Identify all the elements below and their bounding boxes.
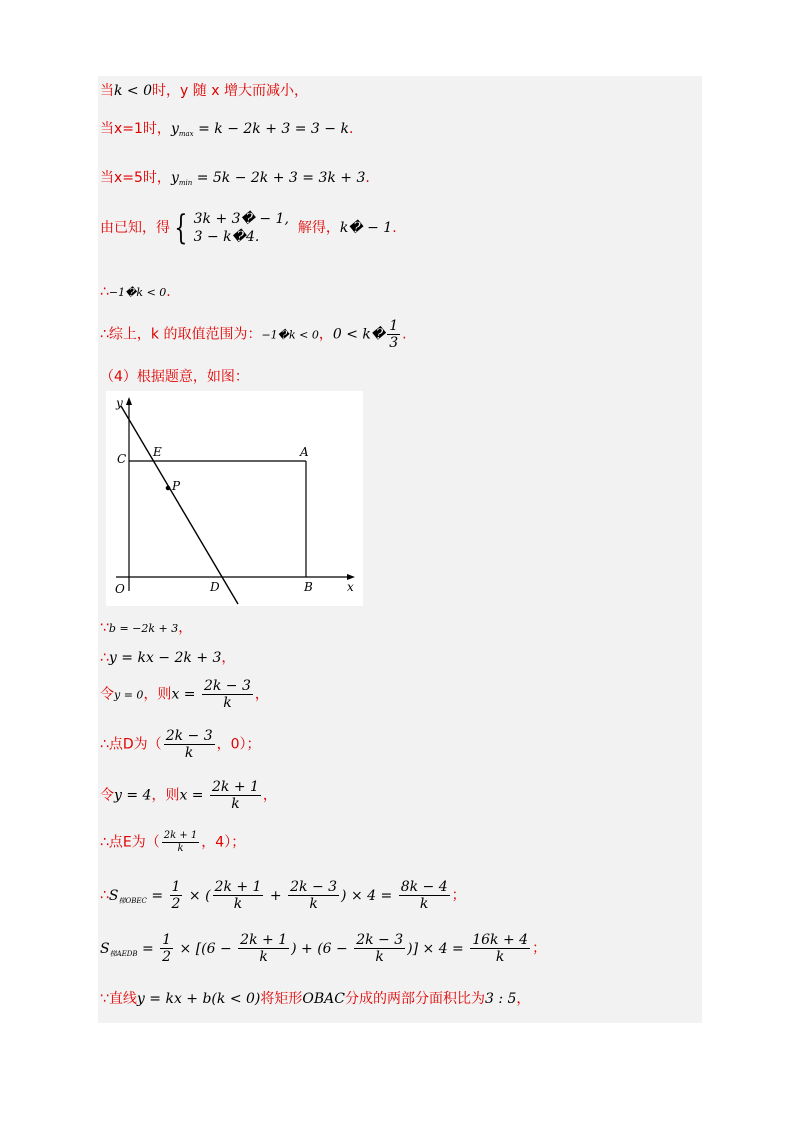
math-expr: = 5k − 2k + 3 = 3k + 3 bbox=[192, 170, 366, 186]
text: ， bbox=[178, 620, 193, 636]
fraction bbox=[164, 728, 215, 761]
math: −1�k < 0 bbox=[261, 328, 319, 342]
denominator: k bbox=[375, 949, 384, 965]
math: k� − 1 bbox=[339, 220, 393, 236]
line-1 bbox=[100, 80, 308, 100]
text: 分成的两部分面积比为 bbox=[344, 991, 485, 1007]
fraction bbox=[387, 318, 400, 351]
fraction bbox=[160, 932, 173, 965]
line-3 bbox=[100, 167, 370, 187]
math: −1�k < 0 bbox=[108, 286, 167, 299]
text: ∵直线 bbox=[100, 991, 137, 1007]
numerator: 1 bbox=[171, 879, 181, 895]
denominator: k bbox=[259, 949, 268, 965]
label-p: P bbox=[172, 479, 181, 493]
math-op: + bbox=[265, 887, 287, 904]
line-8 bbox=[100, 617, 192, 637]
fraction bbox=[399, 879, 450, 912]
denominator: k bbox=[184, 745, 194, 761]
numerator: 8k − 4 bbox=[400, 879, 448, 895]
text: ， bbox=[318, 326, 333, 343]
math-op: = bbox=[146, 887, 168, 904]
subscript: max bbox=[178, 130, 194, 138]
math: 3 : 5 bbox=[484, 991, 517, 1007]
math-var: S bbox=[100, 940, 110, 957]
math-op: × [(6 − bbox=[175, 940, 237, 957]
line-11 bbox=[100, 728, 261, 761]
numerator: 2k − 3 bbox=[290, 879, 338, 895]
denominator: k bbox=[177, 843, 184, 854]
math-var: y bbox=[170, 121, 179, 137]
point-p bbox=[166, 486, 171, 491]
denominator: k bbox=[419, 896, 429, 912]
line-5 bbox=[100, 284, 171, 300]
line-16 bbox=[100, 988, 530, 1008]
text: ， bbox=[262, 787, 277, 804]
math: k < 0 bbox=[114, 83, 153, 99]
math-var: S bbox=[108, 887, 119, 904]
math: y = kx − 2k + 3 bbox=[108, 650, 222, 666]
text: . bbox=[402, 326, 407, 343]
text: 解得， bbox=[297, 220, 340, 236]
math-op: × ( bbox=[184, 887, 211, 904]
math: x = bbox=[179, 787, 208, 804]
text: ，则 bbox=[143, 686, 172, 703]
math-op: ) × 4 = bbox=[341, 887, 397, 904]
denominator: k bbox=[233, 896, 243, 912]
math-op: )] × 4 = bbox=[407, 940, 469, 957]
math: y = 0 bbox=[114, 688, 144, 702]
fraction bbox=[162, 830, 200, 855]
numerator: 2k − 3 bbox=[203, 678, 251, 694]
fraction bbox=[170, 879, 183, 912]
subscript: 梯OBEC bbox=[118, 896, 147, 905]
denominator: 2 bbox=[171, 896, 181, 912]
label-c: C bbox=[117, 452, 127, 466]
equation-row: 3 − k�4. bbox=[193, 229, 260, 245]
text: ∵ bbox=[100, 620, 109, 636]
text: . bbox=[166, 284, 171, 300]
coordinate-figure bbox=[106, 391, 363, 606]
fraction bbox=[213, 879, 264, 912]
numerator: 1 bbox=[389, 318, 399, 334]
text: ，0）； bbox=[216, 736, 261, 753]
text: . bbox=[365, 170, 370, 186]
label-o: O bbox=[115, 582, 125, 596]
text: . bbox=[392, 220, 397, 236]
text: ，4）； bbox=[201, 834, 246, 851]
math-op: = bbox=[137, 940, 159, 957]
line-14 bbox=[100, 879, 466, 912]
text: ， bbox=[221, 650, 236, 666]
line-12 bbox=[100, 779, 277, 812]
line-15 bbox=[100, 932, 546, 965]
math-expr: = k − 2k + 3 = 3 − k bbox=[193, 121, 349, 137]
text: ， bbox=[254, 686, 269, 703]
line-7 bbox=[100, 366, 249, 386]
math: y = kx + b(k < 0) bbox=[136, 991, 261, 1007]
math: b = −2k + 3 bbox=[108, 622, 179, 635]
math: y = 4 bbox=[114, 787, 152, 804]
text: 当x=5时， bbox=[100, 170, 171, 186]
text: 令 bbox=[100, 686, 114, 703]
section-heading: （4）根据题意，如图： bbox=[100, 369, 249, 385]
text: ； bbox=[451, 887, 466, 904]
equation-system bbox=[194, 210, 289, 246]
math: OBAC bbox=[302, 991, 345, 1007]
label-e: E bbox=[153, 445, 162, 459]
line-4 bbox=[100, 210, 397, 246]
text: . bbox=[348, 121, 354, 137]
text: ∴点D为（ bbox=[100, 736, 162, 753]
numerator: 2k + 1 bbox=[163, 830, 198, 841]
text: 将矩形 bbox=[260, 991, 303, 1007]
math-op: ) + (6 − bbox=[291, 940, 353, 957]
text: ，则 bbox=[151, 787, 180, 804]
numerator: 2k + 1 bbox=[214, 879, 262, 895]
label-d: D bbox=[210, 580, 220, 594]
numerator: 1 bbox=[162, 932, 172, 948]
line-13 bbox=[100, 830, 245, 855]
math-var: y bbox=[170, 170, 179, 186]
fraction bbox=[238, 932, 289, 965]
label-a: A bbox=[300, 445, 309, 459]
fraction bbox=[470, 932, 530, 965]
math: 0 < k� bbox=[332, 326, 386, 343]
text: ∴ bbox=[100, 887, 109, 904]
text: ， bbox=[516, 991, 531, 1007]
numerator: 16k + 4 bbox=[472, 932, 529, 948]
denominator: k bbox=[495, 949, 505, 965]
line-6 bbox=[100, 318, 407, 351]
rectangle-diagram bbox=[106, 391, 363, 606]
y-axis-arrow bbox=[126, 397, 132, 405]
label-b: B bbox=[304, 580, 313, 594]
denominator: 3 bbox=[389, 335, 399, 351]
label-x: x bbox=[347, 580, 354, 594]
text: 由已知，得 bbox=[100, 220, 170, 236]
text: ∴点E为（ bbox=[100, 834, 160, 851]
line-through-p bbox=[121, 406, 238, 604]
text: ∴ bbox=[100, 284, 109, 300]
line-9 bbox=[100, 647, 235, 667]
line-10 bbox=[100, 678, 269, 711]
math: x = bbox=[171, 686, 200, 703]
fraction bbox=[288, 879, 339, 912]
denominator: k bbox=[231, 796, 240, 812]
subscript: 梯AEDB bbox=[109, 949, 138, 958]
numerator: 2k + 1 bbox=[211, 779, 259, 795]
numerator: 2k − 3 bbox=[356, 932, 404, 948]
text: 当x=1时， bbox=[100, 121, 171, 137]
text: ∴ bbox=[100, 650, 109, 666]
line-2 bbox=[100, 118, 353, 138]
text: 时，y 随 x 增大而减小， bbox=[152, 83, 308, 99]
text: 令 bbox=[100, 787, 114, 804]
text: 当 bbox=[100, 83, 114, 99]
denominator: k bbox=[309, 896, 318, 912]
label-y: y bbox=[116, 396, 123, 410]
fraction bbox=[210, 779, 261, 812]
equation-row: 3k + 3� − 1, bbox=[193, 211, 289, 227]
subscript: min bbox=[178, 179, 193, 187]
numerator: 2k − 3 bbox=[165, 728, 213, 744]
brace: { bbox=[174, 208, 188, 248]
fraction bbox=[354, 932, 405, 965]
denominator: k bbox=[223, 695, 232, 711]
text: ∴综上，k 的取值范围为： bbox=[100, 326, 262, 343]
text: ； bbox=[532, 940, 547, 957]
denominator: 2 bbox=[162, 949, 172, 965]
fraction bbox=[202, 678, 253, 711]
numerator: 2k + 1 bbox=[240, 932, 288, 948]
